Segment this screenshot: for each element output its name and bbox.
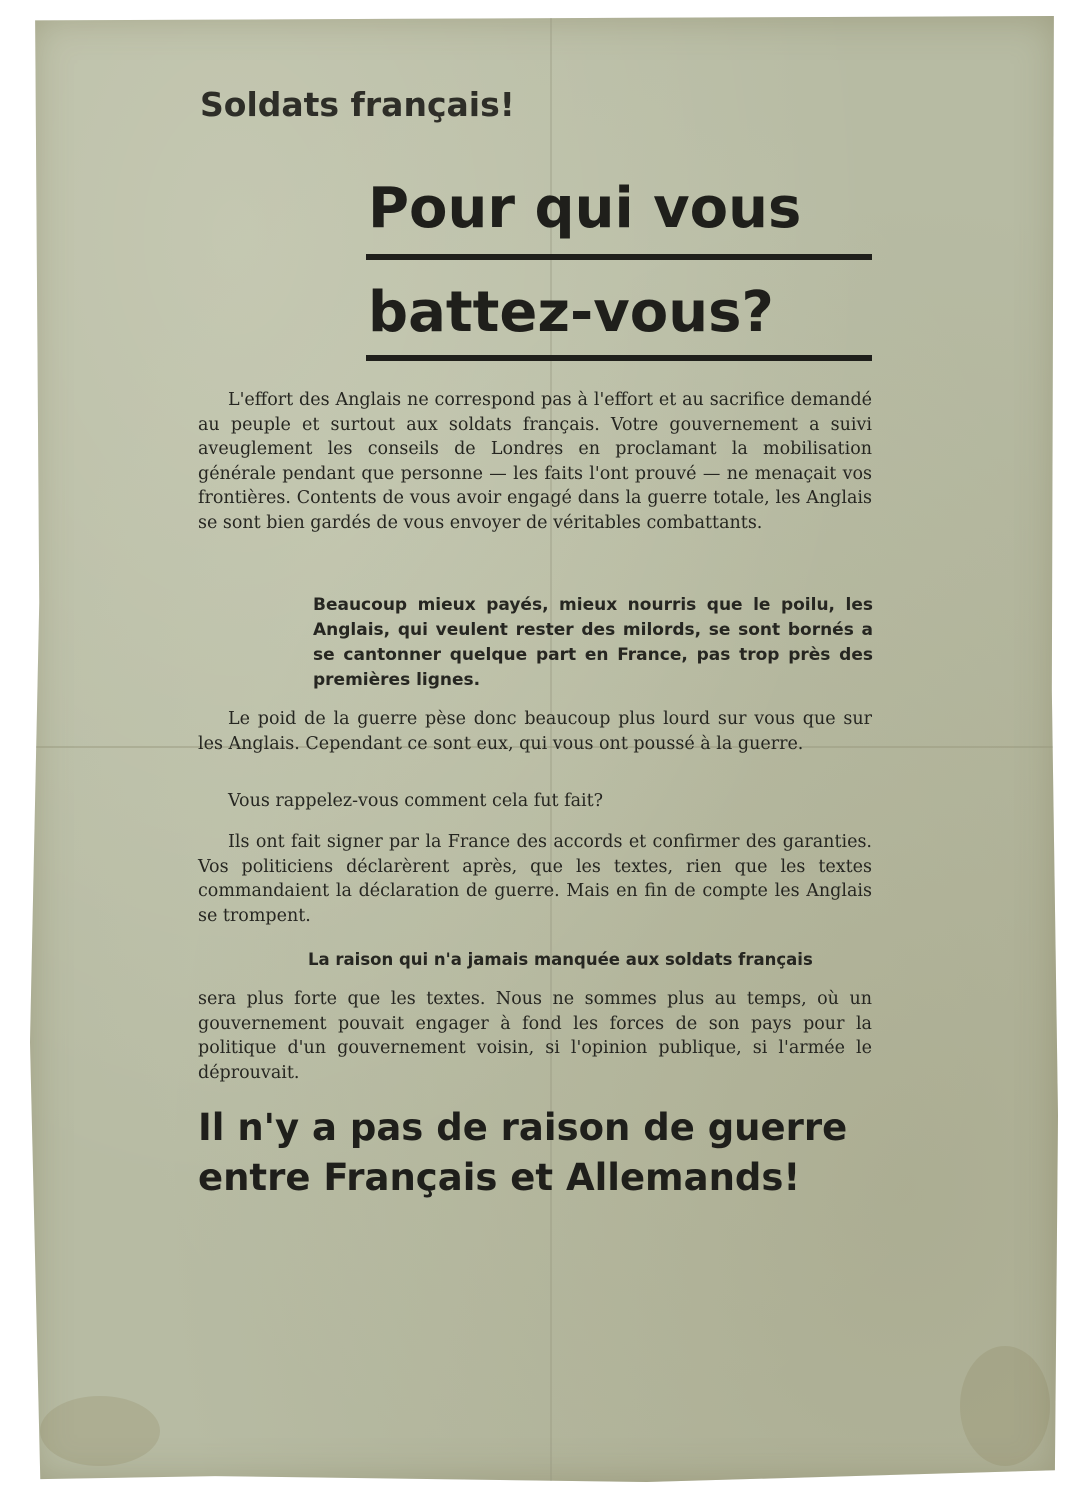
kicker-heading: Soldats français! — [200, 85, 515, 124]
headline-line-2: battez-vous? — [368, 280, 774, 345]
headline-rule-top — [366, 254, 872, 260]
body-paragraph-5: sera plus forte que les textes. Nous ne sommes plus au temps, où un gouvernement pouvait engager à fond les forces de son pays pour la politique d'un gouvernement voisin, si l'opinion publique, si l'armée le déprouvait. — [198, 989, 872, 1083]
body-paragraph-4: Ils ont fait signer par la France des accords et confirmer des garanties. Vos politiciens déclarèrent après, que les textes, rien que les textes commandaient la déclaration de guerre. Mais en fin de compte les Anglais se trompent. — [198, 832, 872, 926]
paper-stain — [960, 1346, 1050, 1466]
body-paragraph-2: Le poid de la guerre pèse donc beaucoup plus lourd sur vous que sur les Anglais. Cependant ce sont eux, qui vous ont poussé à la guerre. — [198, 709, 872, 754]
headline-line-1: Pour qui vous — [368, 176, 802, 241]
body-paragraph-1: L'effort des Anglais ne correspond pas à l'effort et au sacrifice demandé au peuple et surtout aux soldats français. Votre gouvernement a suivi aveuglement les conseils de Londres en proclamant la mobilisation générale pendant que personne — les faits l'ont prouvé — ne menaçait vos frontières. Contents de vous avoir engagé dans la guerre totale, les Anglais se sont bien gardés de vous envoyer de véritables combattants. — [198, 390, 872, 533]
paper-stain — [40, 1396, 160, 1466]
bold-quote-1: Beaucoup mieux payés, mieux nourris que le poilu, les Anglais, qui veulent rester des milords, se sont bornés a se cantonner quelque part en France, pas trop près des premières lignes. — [313, 595, 873, 690]
closing-slogan-line-1: Il n'y a pas de raison de guerre — [198, 1106, 848, 1149]
bold-quote-2: La raison qui n'a jamais manquée aux soldats français — [308, 950, 813, 969]
headline-rule-bottom — [366, 355, 872, 361]
body-paragraph-3: Vous rappelez-vous comment cela fut fait? — [228, 791, 604, 811]
closing-slogan-line-2: entre Français et Allemands! — [198, 1156, 801, 1199]
